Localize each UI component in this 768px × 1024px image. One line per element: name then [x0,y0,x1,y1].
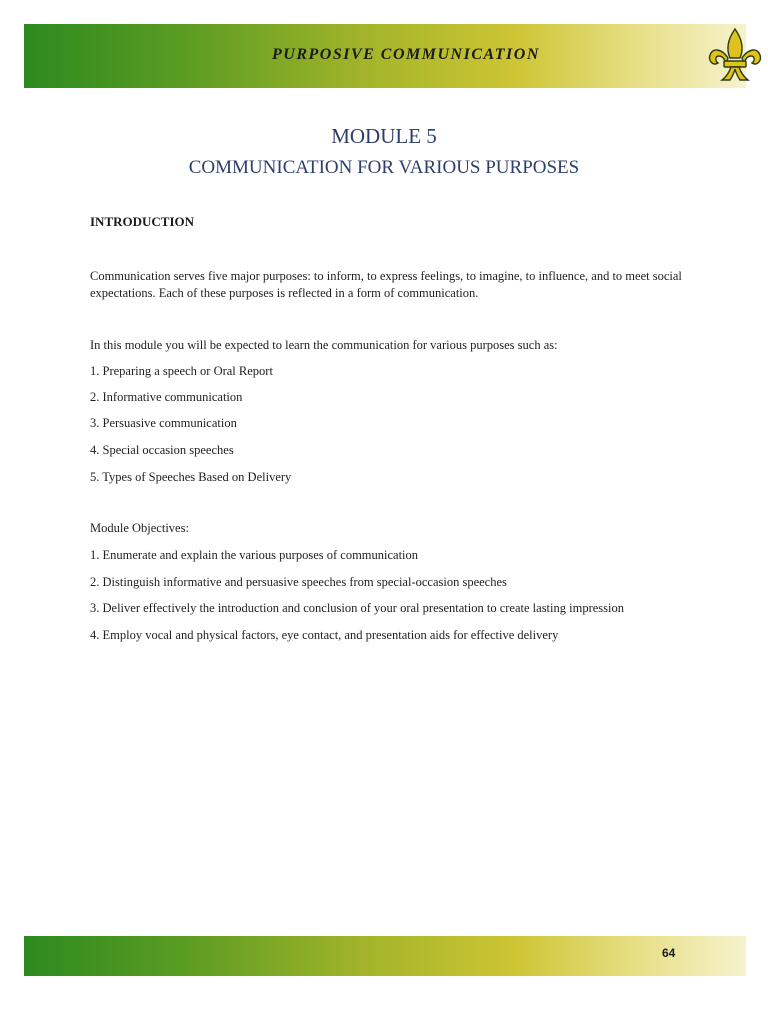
module-title: COMMUNICATION FOR VARIOUS PURPOSES [188,157,580,178]
page-number: 64 [662,946,676,960]
topic-item: 4. Special occasion speeches [90,443,234,457]
topic-item: 5. Types of Speeches Based on Delivery [90,470,292,484]
objective-item: 2. Distinguish informative and persuasive speeches from special-occasion speeches [90,575,507,589]
footer-band [24,936,746,976]
introduction-heading: INTRODUCTION [90,214,195,229]
topic-item: 2. Informative communication [90,390,243,404]
objective-item: 3. Deliver effectively the introduction and conclusion of your oral presentation to create lasting impression [90,601,624,615]
fleur-de-lis-icon [704,25,766,87]
header-band [24,24,746,88]
introduction-paragraph: Communication serves five major purposes: to inform, to express feelings, to imagine, to influence, and to meet social expectations. Each of these purposes is reflected in a form of communication. [90,269,682,300]
objectives-heading: Module Objectives: [90,521,189,535]
objective-item: 4. Employ vocal and physical factors, eye contact, and presentation aids for effective delivery [90,628,559,642]
topic-item: 3. Persuasive communication [90,416,237,430]
introduction-lead: In this module you will be expected to learn the communication for various purposes such as: [90,338,558,352]
course-title: PURPOSIVE COMMUNICATION [272,46,540,63]
module-number: MODULE 5 [331,124,437,148]
objective-item: 1. Enumerate and explain the various purposes of communication [90,548,419,562]
topic-item: 1. Preparing a speech or Oral Report [90,364,273,378]
